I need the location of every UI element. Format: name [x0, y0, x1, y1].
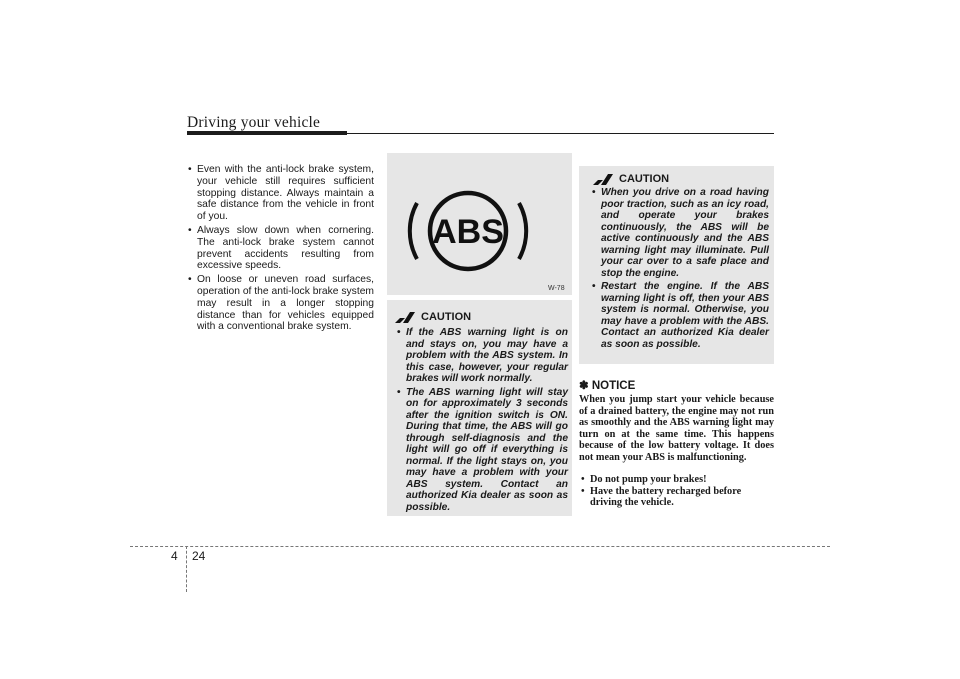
left-bullet-list — [186, 164, 374, 335]
abs-warning-light-icon — [387, 153, 572, 295]
caution-title: CAUTION — [619, 173, 670, 185]
header-rule-thin — [347, 133, 774, 134]
abs-symbol-text: ABS — [432, 213, 504, 251]
list-item: • Restart the engine. If the ABS warning light is off, then your ABS system is normal. Otherwise, you may have a problem with the ABS. Contact an authorized Kia dealer as soon as possible. — [591, 281, 769, 350]
footer-vertical-divider — [186, 546, 187, 592]
list-item: • On loose or uneven road surfaces, operation of the anti-lock brake system may result in a longer stopping distance than for vehicles equipped with a conventional brake system. — [186, 274, 374, 333]
list-item: • Have the battery recharged before driving the vehicle. — [579, 486, 774, 509]
list-item: • Even with the anti-lock brake system, your vehicle still requires sufficient stopping distance. Always maintain a safe distance from the vehicle in front of you. — [186, 164, 374, 223]
page-header-title: Driving your vehicle — [187, 114, 321, 131]
notice-title: ✽ NOTICE — [579, 380, 636, 392]
list-item: • If the ABS warning light is on and stays on, you may have a problem with the ABS system. In this case, however, your regular brakes will work normally. — [396, 327, 568, 385]
caution-icon — [395, 312, 415, 323]
header-rule-thick — [187, 131, 347, 135]
abs-warning-figure — [387, 153, 572, 295]
chapter-number: 4 — [171, 549, 178, 563]
notice-list — [579, 474, 774, 509]
caution-box-abs-warning — [387, 300, 572, 516]
caution-header — [395, 311, 471, 323]
list-item: • Do not pump your brakes! — [579, 474, 774, 486]
list-item: • The ABS warning light will stay on for approximately 3 seconds after the ignition switch is ON. During that time, the ABS will go through self-diagnosis and the light will go off if everything is normal. If the light stays on, you may have a problem with your ABS system. Contact an authorized Kia dealer as soon as possible. — [396, 387, 568, 514]
caution-icon — [593, 174, 613, 185]
caution-list — [396, 327, 568, 515]
caution-list — [591, 187, 769, 352]
list-item: • Always slow down when cornering. The anti-lock brake system cannot prevent accidents resulting from excessive speeds. — [186, 225, 374, 272]
caution-title: CAUTION — [421, 311, 472, 323]
footer-divider — [130, 546, 830, 547]
page-number: 24 — [192, 549, 206, 563]
list-item: • When you drive on a road having poor traction, such as an icy road, and operate your brakes continuously, the ABS will be active continuously and the ABS warning light may illuminate. Pull your car over to a safe place and stop the engine. — [591, 187, 769, 279]
notice-body: When you jump start your vehicle because of a drained battery, the engine may not run as smoothly and the ABS warning light may turn on at the same time. This happens because of the low battery voltage. It does not mean your ABS is malfunctioning. — [579, 394, 774, 463]
figure-code: W-78 — [548, 285, 565, 292]
caution-box-poor-traction — [579, 166, 774, 364]
caution-header — [593, 173, 669, 185]
